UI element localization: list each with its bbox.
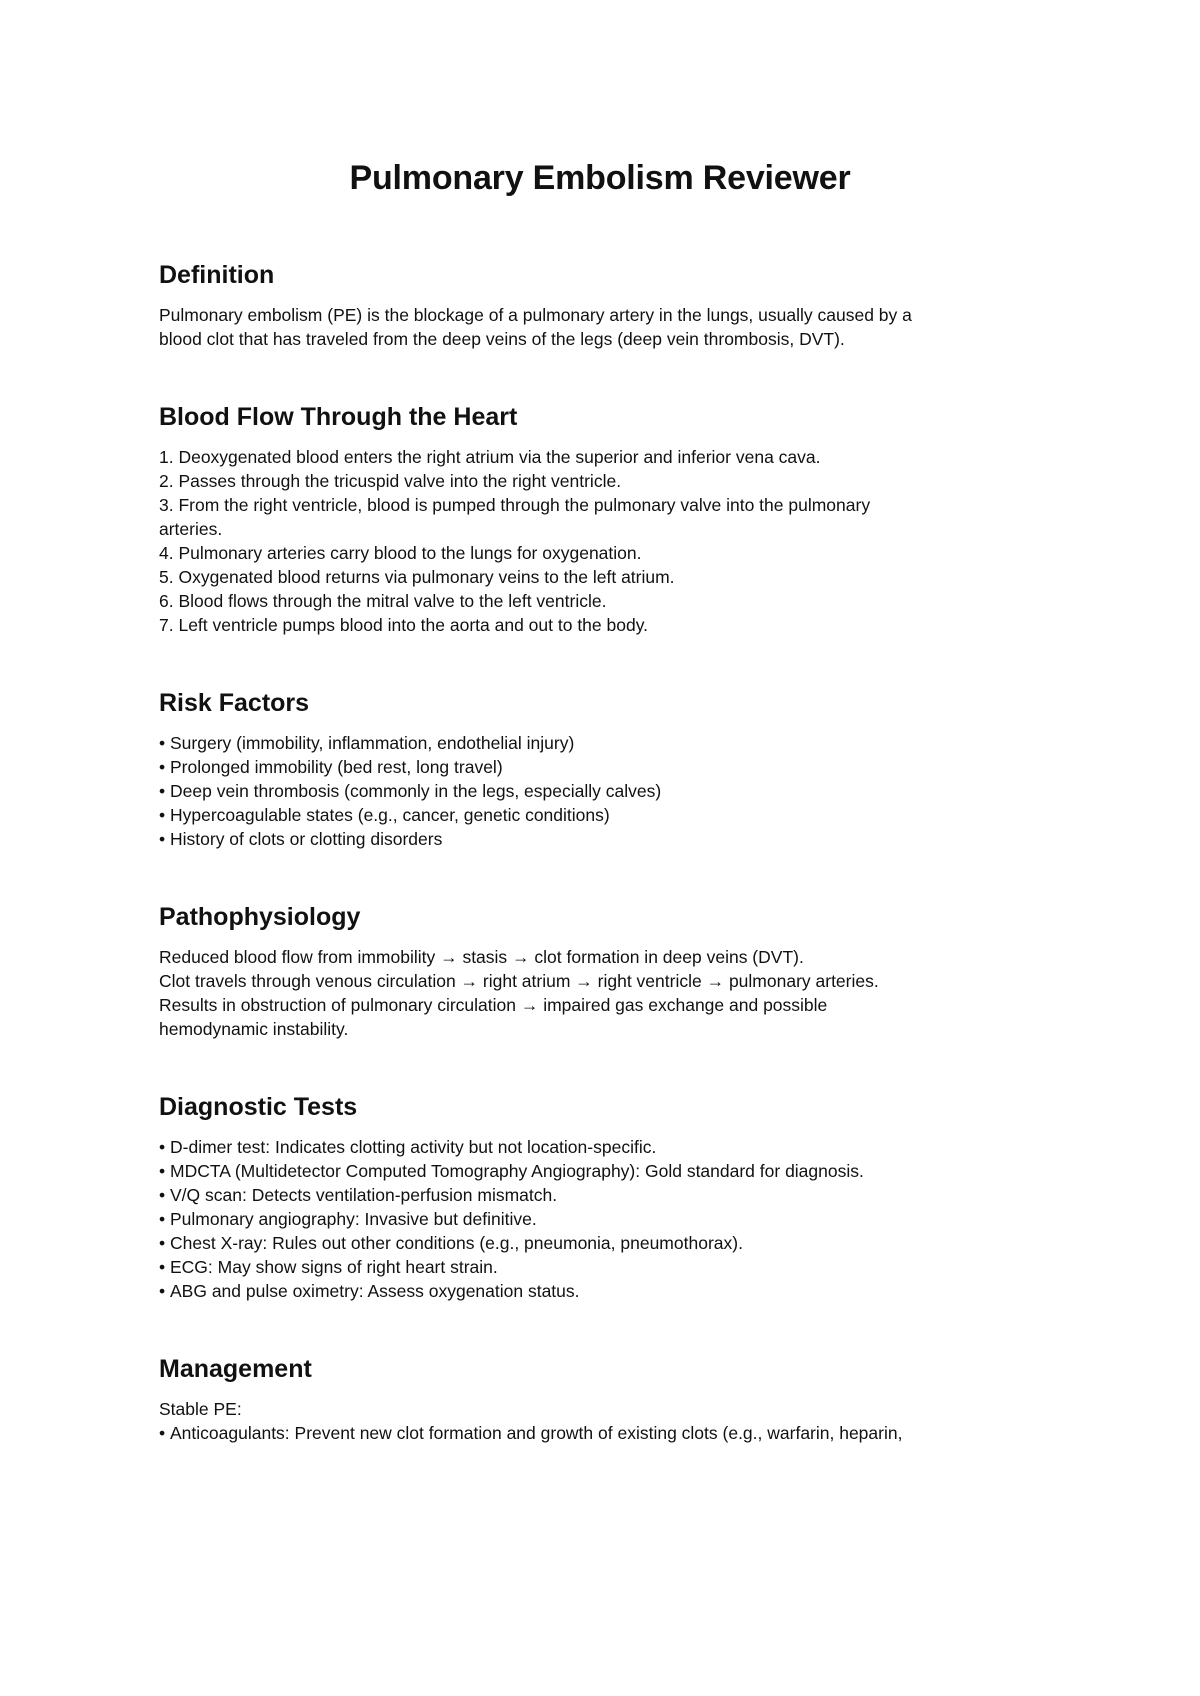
section-pathophysiology	[159, 902, 1060, 1041]
list-item: 5. Oxygenated blood returns via pulmonary veins to the left atrium.	[159, 567, 675, 587]
list-item: 1. Deoxygenated blood enters the right atrium via the superior and inferior vena cava.	[159, 447, 821, 467]
paragraph-line: Pulmonary embolism (PE) is the blockage of a pulmonary artery in the lungs, usually caused by a	[159, 305, 912, 325]
list-item: 7. Left ventricle pumps blood into the aorta and out to the body.	[159, 615, 649, 635]
list-item: 3. From the right ventricle, blood is pumped through the pulmonary valve into the pulmonary	[159, 495, 871, 515]
list-item: 2. Passes through the tricuspid valve into the right ventricle.	[159, 471, 622, 491]
section-definition	[159, 260, 1060, 351]
risk-factors-list	[159, 731, 1060, 851]
list-item: • History of clots or clotting disorders	[159, 827, 1060, 851]
section-risk-factors	[159, 688, 1060, 851]
list-item: • D-dimer test: Indicates clotting activity but not location-specific.	[159, 1135, 1060, 1159]
list-item: • ABG and pulse oximetry: Assess oxygenation status.	[159, 1279, 1060, 1303]
management-content	[159, 1397, 1060, 1445]
section-heading-pathophysiology: Pathophysiology	[159, 903, 361, 931]
list-item: • Chest X-ray: Rules out other conditions (e.g., pneumonia, pneumothorax).	[159, 1231, 1060, 1255]
list-item: • ECG: May show signs of right heart strain.	[159, 1255, 1060, 1279]
list-item: • MDCTA (Multidetector Computed Tomography Angiography): Gold standard for diagnosis.	[159, 1159, 1060, 1183]
section-management	[159, 1354, 1060, 1445]
list-item: • V/Q scan: Detects ventilation-perfusion mismatch.	[159, 1183, 1060, 1207]
section-heading-definition: Definition	[159, 261, 275, 289]
list-item: • Prolonged immobility (bed rest, long travel)	[159, 755, 1060, 779]
management-subheading: Stable PE:	[159, 1399, 242, 1419]
section-heading-diagnostic-tests: Diagnostic Tests	[159, 1093, 358, 1121]
list-item: • Deep vein thrombosis (commonly in the legs, especially calves)	[159, 779, 1060, 803]
diagnostic-tests-list	[159, 1135, 1060, 1303]
list-item: • Hypercoagulable states (e.g., cancer, genetic conditions)	[159, 803, 1060, 827]
paragraph-line: Reduced blood flow from immobility → stasis → clot formation in deep veins (DVT).	[159, 947, 804, 967]
definition-paragraph	[159, 303, 1060, 351]
paragraph-line: Clot travels through venous circulation → right atrium → right ventricle → pulmonary arteries.	[159, 971, 879, 991]
list-item: • Anticoagulants: Prevent new clot formation and growth of existing clots (e.g., warfarin, heparin,	[159, 1421, 1060, 1445]
list-item: arteries.	[159, 519, 223, 539]
section-blood-flow	[159, 402, 1060, 637]
section-heading-management: Management	[159, 1355, 312, 1383]
paragraph-line: Results in obstruction of pulmonary circulation → impaired gas exchange and possible	[159, 995, 828, 1015]
section-heading-blood-flow: Blood Flow Through the Heart	[159, 403, 518, 431]
management-list	[159, 1421, 1060, 1445]
section-heading-risk-factors: Risk Factors	[159, 689, 310, 717]
blood-flow-steps	[159, 445, 1060, 637]
paragraph-line: blood clot that has traveled from the deep veins of the legs (deep vein thrombosis, DVT).	[159, 329, 845, 349]
paragraph-line: hemodynamic instability.	[159, 1019, 349, 1039]
list-item: 6. Blood flows through the mitral valve to the left ventricle.	[159, 591, 607, 611]
list-item: • Surgery (immobility, inflammation, endothelial injury)	[159, 731, 1060, 755]
page-title: Pulmonary Embolism Reviewer	[349, 159, 851, 197]
pathophysiology-paragraph	[159, 945, 1060, 1041]
list-item: • Pulmonary angiography: Invasive but definitive.	[159, 1207, 1060, 1231]
list-item: 4. Pulmonary arteries carry blood to the lungs for oxygenation.	[159, 543, 642, 563]
section-diagnostic-tests	[159, 1092, 1060, 1303]
